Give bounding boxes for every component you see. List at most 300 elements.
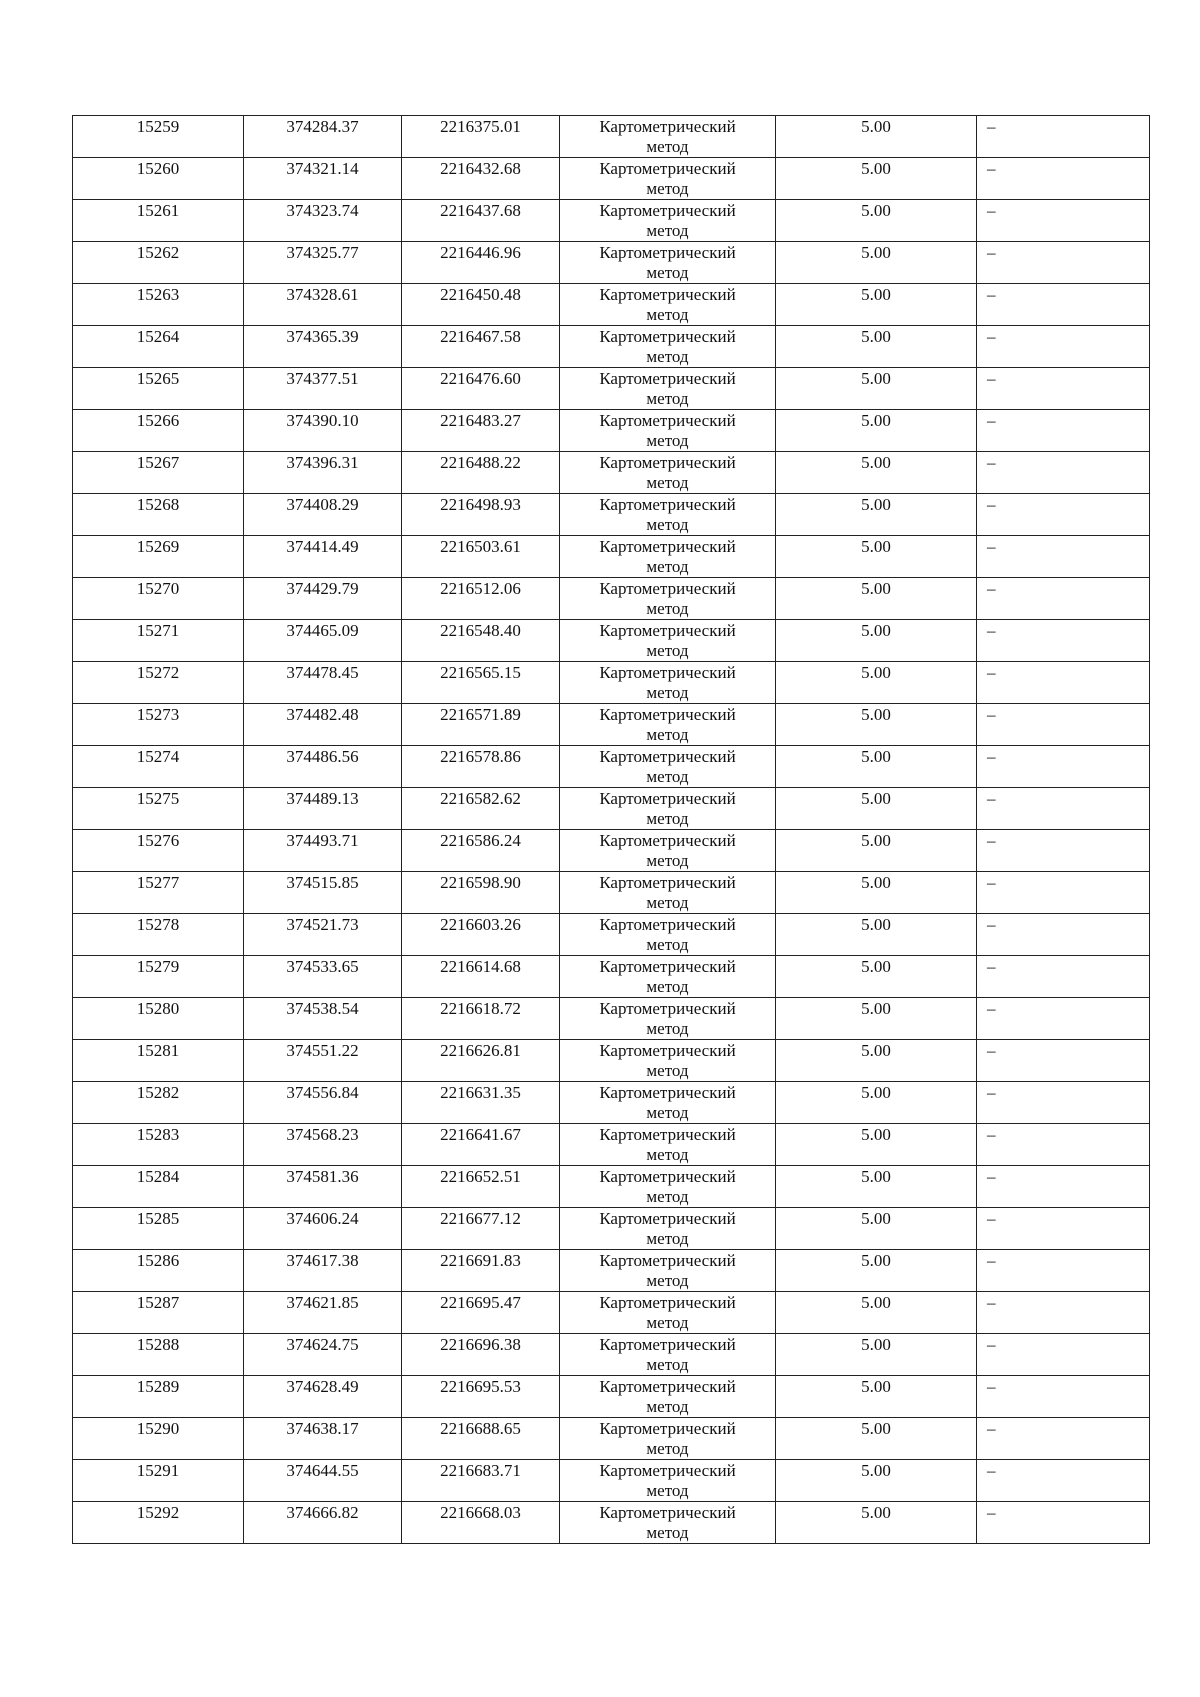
accuracy-cell: 5.00 <box>776 1376 977 1418</box>
table-row <box>73 452 1150 494</box>
y-coordinate-cell: 2216641.67 <box>402 1124 560 1166</box>
point-number-cell: 15270 <box>73 578 244 620</box>
method-cell <box>560 242 776 284</box>
point-number-cell: 15266 <box>73 410 244 452</box>
y-coordinate-cell: 2216432.68 <box>402 158 560 200</box>
table-row <box>73 788 1150 830</box>
method-line-2: метод <box>646 935 689 954</box>
method-line-1: Картометрический <box>599 1251 736 1270</box>
method-cell <box>560 116 776 158</box>
point-number-cell: 15291 <box>73 1460 244 1502</box>
table-row <box>73 746 1150 788</box>
method-line-1: Картометрический <box>599 705 736 724</box>
y-coordinate-cell: 2216695.53 <box>402 1376 560 1418</box>
point-number-cell: 15290 <box>73 1418 244 1460</box>
note-cell: – <box>977 536 1150 578</box>
method-line-2: метод <box>646 1145 689 1164</box>
point-number-cell: 15267 <box>73 452 244 494</box>
x-coordinate-cell: 374638.17 <box>244 1418 402 1460</box>
x-coordinate-cell: 374551.22 <box>244 1040 402 1082</box>
note-cell: – <box>977 956 1150 998</box>
method-cell <box>560 872 776 914</box>
y-coordinate-cell: 2216488.22 <box>402 452 560 494</box>
point-number-cell: 15273 <box>73 704 244 746</box>
x-coordinate-cell: 374568.23 <box>244 1124 402 1166</box>
accuracy-cell: 5.00 <box>776 788 977 830</box>
note-cell: – <box>977 1040 1150 1082</box>
accuracy-cell: 5.00 <box>776 1334 977 1376</box>
x-coordinate-cell: 374644.55 <box>244 1460 402 1502</box>
note-cell: – <box>977 368 1150 410</box>
y-coordinate-cell: 2216691.83 <box>402 1250 560 1292</box>
accuracy-cell: 5.00 <box>776 830 977 872</box>
method-line-2: метод <box>646 557 689 576</box>
accuracy-cell: 5.00 <box>776 158 977 200</box>
table-row <box>73 494 1150 536</box>
method-cell <box>560 494 776 536</box>
method-line-1: Картометрический <box>599 957 736 976</box>
method-line-1: Картометрический <box>599 495 736 514</box>
method-cell <box>560 914 776 956</box>
method-line-2: метод <box>646 389 689 408</box>
note-cell: – <box>977 284 1150 326</box>
x-coordinate-cell: 374581.36 <box>244 1166 402 1208</box>
point-number-cell: 15274 <box>73 746 244 788</box>
note-cell: – <box>977 1082 1150 1124</box>
note-cell: – <box>977 326 1150 368</box>
y-coordinate-cell: 2216565.15 <box>402 662 560 704</box>
method-line-1: Картометрический <box>599 201 736 220</box>
accuracy-cell: 5.00 <box>776 746 977 788</box>
accuracy-cell: 5.00 <box>776 200 977 242</box>
method-line-1: Картометрический <box>599 873 736 892</box>
method-line-1: Картометрический <box>599 537 736 556</box>
note-cell: – <box>977 116 1150 158</box>
x-coordinate-cell: 374493.71 <box>244 830 402 872</box>
note-cell: – <box>977 158 1150 200</box>
method-line-2: метод <box>646 851 689 870</box>
x-coordinate-cell: 374429.79 <box>244 578 402 620</box>
x-coordinate-cell: 374478.45 <box>244 662 402 704</box>
method-line-2: метод <box>646 347 689 366</box>
accuracy-cell: 5.00 <box>776 494 977 536</box>
x-coordinate-cell: 374521.73 <box>244 914 402 956</box>
method-line-1: Картометрический <box>599 663 736 682</box>
method-line-2: метод <box>646 893 689 912</box>
point-number-cell: 15268 <box>73 494 244 536</box>
method-line-2: метод <box>646 431 689 450</box>
y-coordinate-cell: 2216677.12 <box>402 1208 560 1250</box>
accuracy-cell: 5.00 <box>776 1460 977 1502</box>
method-line-1: Картометрический <box>599 621 736 640</box>
note-cell: – <box>977 1502 1150 1544</box>
point-number-cell: 15292 <box>73 1502 244 1544</box>
accuracy-cell: 5.00 <box>776 998 977 1040</box>
method-cell <box>560 746 776 788</box>
method-line-1: Картометрический <box>599 1335 736 1354</box>
coordinates-table <box>72 115 1150 1544</box>
x-coordinate-cell: 374408.29 <box>244 494 402 536</box>
y-coordinate-cell: 2216626.81 <box>402 1040 560 1082</box>
point-number-cell: 15278 <box>73 914 244 956</box>
note-cell: – <box>977 662 1150 704</box>
y-coordinate-cell: 2216571.89 <box>402 704 560 746</box>
y-coordinate-cell: 2216582.62 <box>402 788 560 830</box>
method-line-2: метод <box>646 221 689 240</box>
x-coordinate-cell: 374482.48 <box>244 704 402 746</box>
method-line-1: Картометрический <box>599 1167 736 1186</box>
x-coordinate-cell: 374284.37 <box>244 116 402 158</box>
method-line-2: метод <box>646 1313 689 1332</box>
point-number-cell: 15260 <box>73 158 244 200</box>
y-coordinate-cell: 2216548.40 <box>402 620 560 662</box>
table-row <box>73 1460 1150 1502</box>
accuracy-cell: 5.00 <box>776 1208 977 1250</box>
table-row <box>73 1292 1150 1334</box>
accuracy-cell: 5.00 <box>776 284 977 326</box>
method-cell <box>560 1250 776 1292</box>
x-coordinate-cell: 374533.65 <box>244 956 402 998</box>
note-cell: – <box>977 1334 1150 1376</box>
method-cell <box>560 830 776 872</box>
point-number-cell: 15269 <box>73 536 244 578</box>
method-line-1: Картометрический <box>599 999 736 1018</box>
method-line-1: Картометрический <box>599 285 736 304</box>
table-row <box>73 662 1150 704</box>
x-coordinate-cell: 374556.84 <box>244 1082 402 1124</box>
point-number-cell: 15287 <box>73 1292 244 1334</box>
y-coordinate-cell: 2216696.38 <box>402 1334 560 1376</box>
table-row <box>73 326 1150 368</box>
method-line-1: Картометрический <box>599 789 736 808</box>
table-row <box>73 872 1150 914</box>
table-row <box>73 410 1150 452</box>
x-coordinate-cell: 374325.77 <box>244 242 402 284</box>
method-cell <box>560 1418 776 1460</box>
note-cell: – <box>977 578 1150 620</box>
x-coordinate-cell: 374390.10 <box>244 410 402 452</box>
accuracy-cell: 5.00 <box>776 1502 977 1544</box>
method-line-2: метод <box>646 683 689 702</box>
method-line-2: метод <box>646 599 689 618</box>
point-number-cell: 15288 <box>73 1334 244 1376</box>
note-cell: – <box>977 746 1150 788</box>
point-number-cell: 15284 <box>73 1166 244 1208</box>
x-coordinate-cell: 374486.56 <box>244 746 402 788</box>
note-cell: – <box>977 242 1150 284</box>
method-line-1: Картометрический <box>599 831 736 850</box>
note-cell: – <box>977 200 1150 242</box>
method-line-1: Картометрический <box>599 1293 736 1312</box>
method-line-1: Картометрический <box>599 117 736 136</box>
y-coordinate-cell: 2216598.90 <box>402 872 560 914</box>
note-cell: – <box>977 704 1150 746</box>
point-number-cell: 15282 <box>73 1082 244 1124</box>
accuracy-cell: 5.00 <box>776 326 977 368</box>
note-cell: – <box>977 494 1150 536</box>
note-cell: – <box>977 1250 1150 1292</box>
x-coordinate-cell: 374414.49 <box>244 536 402 578</box>
point-number-cell: 15262 <box>73 242 244 284</box>
table-row <box>73 1334 1150 1376</box>
method-cell <box>560 1040 776 1082</box>
method-line-1: Картометрический <box>599 159 736 178</box>
method-line-1: Картометрический <box>599 1125 736 1144</box>
y-coordinate-cell: 2216603.26 <box>402 914 560 956</box>
method-line-2: метод <box>646 725 689 744</box>
method-cell <box>560 620 776 662</box>
table-row <box>73 242 1150 284</box>
table-row <box>73 368 1150 410</box>
y-coordinate-cell: 2216578.86 <box>402 746 560 788</box>
method-cell <box>560 1292 776 1334</box>
accuracy-cell: 5.00 <box>776 578 977 620</box>
method-line-2: метод <box>646 1439 689 1458</box>
method-line-2: метод <box>646 1355 689 1374</box>
point-number-cell: 15264 <box>73 326 244 368</box>
method-line-1: Картометрический <box>599 1377 736 1396</box>
table-row <box>73 1124 1150 1166</box>
table-row <box>73 200 1150 242</box>
method-cell <box>560 410 776 452</box>
accuracy-cell: 5.00 <box>776 662 977 704</box>
accuracy-cell: 5.00 <box>776 1250 977 1292</box>
point-number-cell: 15265 <box>73 368 244 410</box>
point-number-cell: 15277 <box>73 872 244 914</box>
method-cell <box>560 1376 776 1418</box>
method-line-2: метод <box>646 473 689 492</box>
method-line-2: метод <box>646 1397 689 1416</box>
method-line-2: метод <box>646 1229 689 1248</box>
table-row <box>73 1040 1150 1082</box>
accuracy-cell: 5.00 <box>776 1082 977 1124</box>
point-number-cell: 15263 <box>73 284 244 326</box>
point-number-cell: 15275 <box>73 788 244 830</box>
table-row <box>73 1376 1150 1418</box>
method-cell <box>560 284 776 326</box>
table-row <box>73 158 1150 200</box>
note-cell: – <box>977 410 1150 452</box>
table-row <box>73 914 1150 956</box>
x-coordinate-cell: 374628.49 <box>244 1376 402 1418</box>
method-cell <box>560 956 776 998</box>
method-cell <box>560 368 776 410</box>
note-cell: – <box>977 1460 1150 1502</box>
x-coordinate-cell: 374321.14 <box>244 158 402 200</box>
note-cell: – <box>977 914 1150 956</box>
method-cell <box>560 1208 776 1250</box>
method-cell <box>560 1124 776 1166</box>
method-cell <box>560 1082 776 1124</box>
method-line-1: Картометрический <box>599 1083 736 1102</box>
point-number-cell: 15259 <box>73 116 244 158</box>
note-cell: – <box>977 1208 1150 1250</box>
method-line-2: метод <box>646 515 689 534</box>
accuracy-cell: 5.00 <box>776 242 977 284</box>
x-coordinate-cell: 374323.74 <box>244 200 402 242</box>
point-number-cell: 15280 <box>73 998 244 1040</box>
note-cell: – <box>977 1292 1150 1334</box>
method-line-2: метод <box>646 641 689 660</box>
method-line-2: метод <box>646 179 689 198</box>
accuracy-cell: 5.00 <box>776 1418 977 1460</box>
x-coordinate-cell: 374377.51 <box>244 368 402 410</box>
point-number-cell: 15285 <box>73 1208 244 1250</box>
table-row <box>73 116 1150 158</box>
y-coordinate-cell: 2216375.01 <box>402 116 560 158</box>
y-coordinate-cell: 2216688.65 <box>402 1418 560 1460</box>
method-line-1: Картометрический <box>599 327 736 346</box>
note-cell: – <box>977 998 1150 1040</box>
method-cell <box>560 578 776 620</box>
accuracy-cell: 5.00 <box>776 1292 977 1334</box>
y-coordinate-cell: 2216483.27 <box>402 410 560 452</box>
accuracy-cell: 5.00 <box>776 410 977 452</box>
point-number-cell: 15279 <box>73 956 244 998</box>
table-row <box>73 536 1150 578</box>
point-number-cell: 15276 <box>73 830 244 872</box>
method-line-1: Картометрический <box>599 915 736 934</box>
accuracy-cell: 5.00 <box>776 1166 977 1208</box>
y-coordinate-cell: 2216437.68 <box>402 200 560 242</box>
accuracy-cell: 5.00 <box>776 914 977 956</box>
method-line-2: метод <box>646 767 689 786</box>
x-coordinate-cell: 374465.09 <box>244 620 402 662</box>
y-coordinate-cell: 2216450.48 <box>402 284 560 326</box>
accuracy-cell: 5.00 <box>776 872 977 914</box>
method-cell <box>560 158 776 200</box>
x-coordinate-cell: 374396.31 <box>244 452 402 494</box>
y-coordinate-cell: 2216503.61 <box>402 536 560 578</box>
accuracy-cell: 5.00 <box>776 116 977 158</box>
method-line-2: метод <box>646 305 689 324</box>
accuracy-cell: 5.00 <box>776 1124 977 1166</box>
method-line-1: Картометрический <box>599 453 736 472</box>
method-line-1: Картометрический <box>599 1503 736 1522</box>
note-cell: – <box>977 872 1150 914</box>
table-row <box>73 284 1150 326</box>
y-coordinate-cell: 2216467.58 <box>402 326 560 368</box>
note-cell: – <box>977 830 1150 872</box>
method-line-1: Картометрический <box>599 747 736 766</box>
accuracy-cell: 5.00 <box>776 1040 977 1082</box>
note-cell: – <box>977 452 1150 494</box>
method-cell <box>560 704 776 746</box>
method-cell <box>560 1460 776 1502</box>
accuracy-cell: 5.00 <box>776 704 977 746</box>
point-number-cell: 15286 <box>73 1250 244 1292</box>
method-line-1: Картометрический <box>599 411 736 430</box>
x-coordinate-cell: 374606.24 <box>244 1208 402 1250</box>
method-cell <box>560 1334 776 1376</box>
method-cell <box>560 788 776 830</box>
x-coordinate-cell: 374489.13 <box>244 788 402 830</box>
point-number-cell: 15283 <box>73 1124 244 1166</box>
table-row <box>73 1082 1150 1124</box>
y-coordinate-cell: 2216614.68 <box>402 956 560 998</box>
y-coordinate-cell: 2216631.35 <box>402 1082 560 1124</box>
y-coordinate-cell: 2216476.60 <box>402 368 560 410</box>
method-line-1: Картометрический <box>599 1209 736 1228</box>
method-line-2: метод <box>646 1523 689 1542</box>
note-cell: – <box>977 620 1150 662</box>
method-cell <box>560 326 776 368</box>
table-row <box>73 620 1150 662</box>
point-number-cell: 15272 <box>73 662 244 704</box>
method-line-2: метод <box>646 1061 689 1080</box>
note-cell: – <box>977 1376 1150 1418</box>
method-line-1: Картометрический <box>599 1041 736 1060</box>
point-number-cell: 15289 <box>73 1376 244 1418</box>
table-row <box>73 1166 1150 1208</box>
method-line-2: метод <box>646 1481 689 1500</box>
y-coordinate-cell: 2216446.96 <box>402 242 560 284</box>
accuracy-cell: 5.00 <box>776 452 977 494</box>
x-coordinate-cell: 374365.39 <box>244 326 402 368</box>
method-cell <box>560 536 776 578</box>
method-line-2: метод <box>646 263 689 282</box>
method-line-1: Картометрический <box>599 369 736 388</box>
table-row <box>73 1250 1150 1292</box>
accuracy-cell: 5.00 <box>776 536 977 578</box>
method-line-2: метод <box>646 809 689 828</box>
y-coordinate-cell: 2216695.47 <box>402 1292 560 1334</box>
x-coordinate-cell: 374515.85 <box>244 872 402 914</box>
note-cell: – <box>977 1418 1150 1460</box>
accuracy-cell: 5.00 <box>776 368 977 410</box>
point-number-cell: 15261 <box>73 200 244 242</box>
table-row <box>73 1418 1150 1460</box>
y-coordinate-cell: 2216512.06 <box>402 578 560 620</box>
table-row <box>73 704 1150 746</box>
y-coordinate-cell: 2216652.51 <box>402 1166 560 1208</box>
note-cell: – <box>977 788 1150 830</box>
point-number-cell: 15281 <box>73 1040 244 1082</box>
method-cell <box>560 662 776 704</box>
method-cell <box>560 998 776 1040</box>
method-line-2: метод <box>646 1271 689 1290</box>
x-coordinate-cell: 374624.75 <box>244 1334 402 1376</box>
accuracy-cell: 5.00 <box>776 956 977 998</box>
x-coordinate-cell: 374328.61 <box>244 284 402 326</box>
y-coordinate-cell: 2216668.03 <box>402 1502 560 1544</box>
note-cell: – <box>977 1166 1150 1208</box>
note-cell: – <box>977 1124 1150 1166</box>
x-coordinate-cell: 374621.85 <box>244 1292 402 1334</box>
table-row <box>73 1502 1150 1544</box>
point-number-cell: 15271 <box>73 620 244 662</box>
table-row <box>73 830 1150 872</box>
method-cell <box>560 452 776 494</box>
x-coordinate-cell: 374666.82 <box>244 1502 402 1544</box>
accuracy-cell: 5.00 <box>776 620 977 662</box>
x-coordinate-cell: 374617.38 <box>244 1250 402 1292</box>
coordinates-table-body <box>73 116 1150 1544</box>
y-coordinate-cell: 2216586.24 <box>402 830 560 872</box>
method-line-1: Картометрический <box>599 579 736 598</box>
method-cell <box>560 1502 776 1544</box>
y-coordinate-cell: 2216683.71 <box>402 1460 560 1502</box>
x-coordinate-cell: 374538.54 <box>244 998 402 1040</box>
y-coordinate-cell: 2216498.93 <box>402 494 560 536</box>
y-coordinate-cell: 2216618.72 <box>402 998 560 1040</box>
method-line-1: Картометрический <box>599 1461 736 1480</box>
method-line-2: метод <box>646 1019 689 1038</box>
method-line-1: Картометрический <box>599 1419 736 1438</box>
method-cell <box>560 200 776 242</box>
method-line-2: метод <box>646 137 689 156</box>
table-row <box>73 956 1150 998</box>
